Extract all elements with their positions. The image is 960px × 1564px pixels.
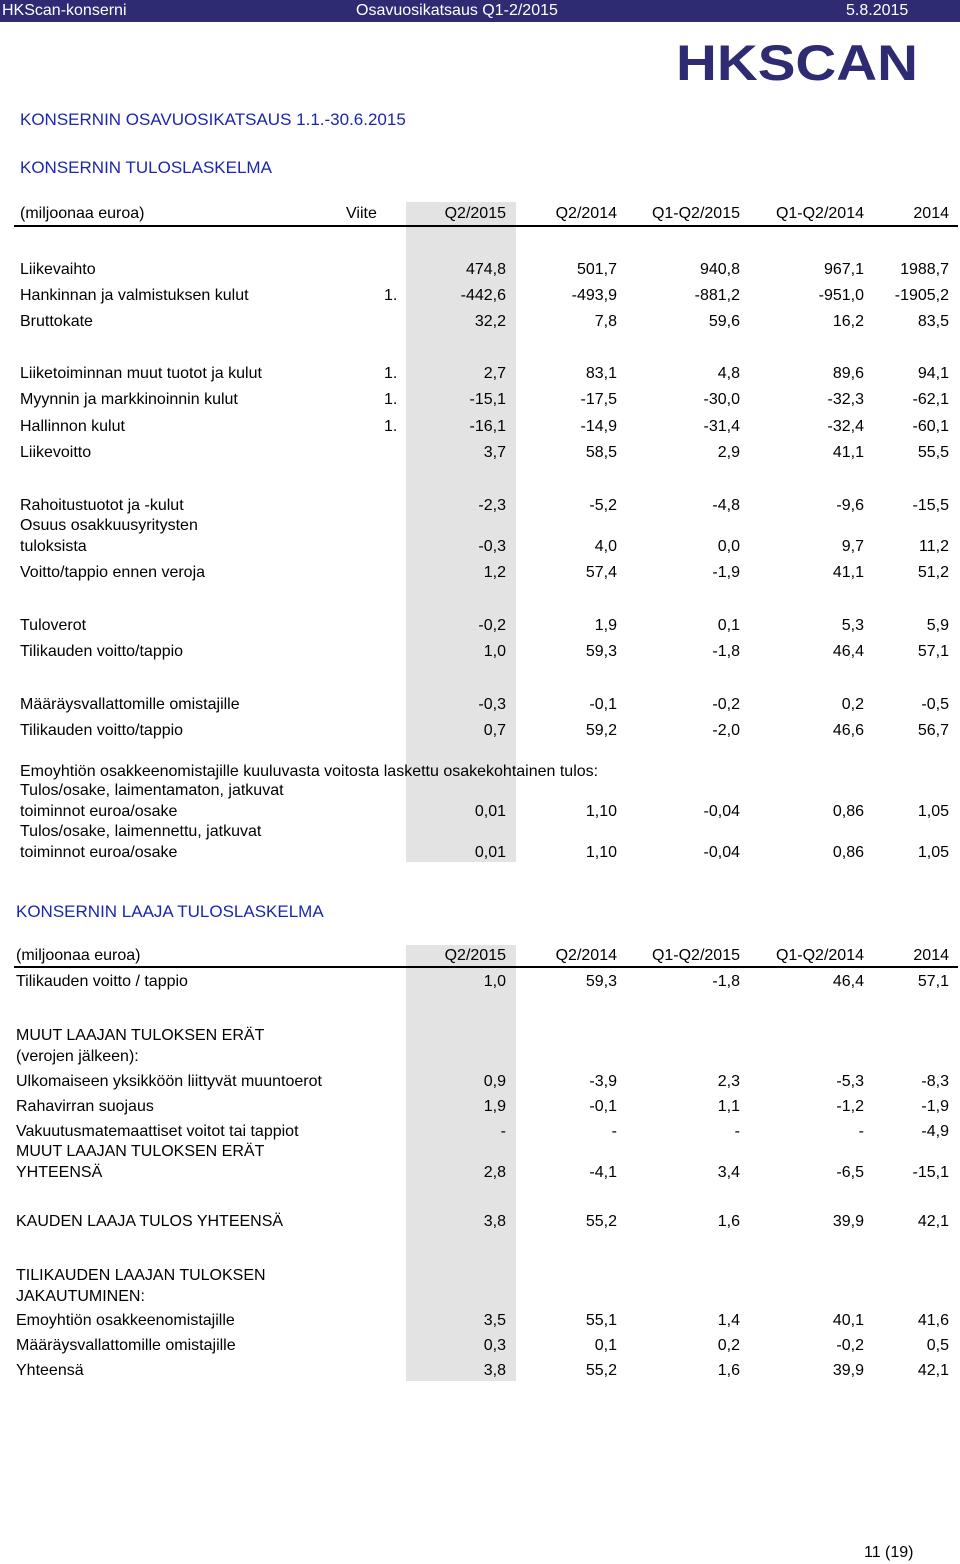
header-date: 5.8.2015 bbox=[846, 2, 909, 19]
comp-row-label: KAUDEN LAAJA TULOS YHTEENSÄ bbox=[16, 1213, 284, 1230]
col-header-0: Q2/2015 bbox=[444, 205, 506, 222]
income-row-10-value-3: 5,3 bbox=[841, 617, 864, 634]
income-row-10-value-4: 5,9 bbox=[926, 617, 949, 634]
col-header-label: (miljoonaa euroa) bbox=[20, 205, 145, 222]
income-row-6-value-2: 2,9 bbox=[717, 444, 740, 461]
row-label: Liiketoiminnan muut tuotot ja kulut bbox=[20, 365, 262, 382]
income-row-0-value-4: 1988,7 bbox=[900, 261, 949, 278]
comp-row-2-value-3: -5,3 bbox=[836, 1073, 864, 1090]
income-row-5-value-3: -32,4 bbox=[827, 418, 864, 435]
eps-label-cont: toiminnot euroa/osake bbox=[20, 803, 178, 820]
income-row-13-value-3: 46,6 bbox=[832, 722, 864, 739]
header-title: Osavuosikatsaus Q1-2/2015 bbox=[356, 2, 558, 19]
income-row-1-value-3: -951,0 bbox=[818, 287, 864, 304]
comp-row-5-value-2: 3,4 bbox=[717, 1164, 740, 1181]
comp-row-8-value-3: 40,1 bbox=[832, 1312, 864, 1329]
income-row-5-value-4: -60,1 bbox=[912, 418, 949, 435]
income-row-6-value-1: 58,5 bbox=[585, 444, 617, 461]
comp-row-label: Ulkomaiseen yksikköön liittyvät muuntoerot bbox=[16, 1073, 322, 1090]
income-row-12-value-1: -0,1 bbox=[589, 696, 617, 713]
comp-row-label: Tilikauden voitto / tappio bbox=[16, 973, 188, 990]
eps-row-0-value-4: 1,05 bbox=[917, 803, 949, 820]
comp-row-3-value-3: -1,2 bbox=[836, 1098, 864, 1115]
income-row-1-value-2: -881,2 bbox=[694, 287, 740, 304]
comp-row-8-value-2: 1,4 bbox=[717, 1312, 740, 1329]
income-row-10-value-2: 0,1 bbox=[717, 617, 740, 634]
income-row-11-value-2: -1,8 bbox=[712, 643, 740, 660]
income-row-7-value-1: -5,2 bbox=[589, 497, 617, 514]
eps-row-0-value-1: 1,10 bbox=[585, 803, 617, 820]
income-row-0-value-1: 501,7 bbox=[576, 261, 617, 278]
comp-row-label: Yhteensä bbox=[16, 1362, 84, 1379]
income-row-2-value-0: 32,2 bbox=[474, 313, 506, 330]
income-row-10-value-1: 1,9 bbox=[594, 617, 617, 634]
row-label: Tuloverot bbox=[20, 617, 87, 634]
row-label: Tilikauden voitto/tappio bbox=[20, 643, 184, 660]
row-label: Liikevoitto bbox=[20, 444, 92, 461]
income-row-9-value-0: 1,2 bbox=[483, 564, 506, 581]
eps-label-cont: toiminnot euroa/osake bbox=[20, 844, 178, 861]
comp-row-10-value-2: 1,6 bbox=[717, 1362, 740, 1379]
income-row-1-value-4: -1905,2 bbox=[894, 287, 949, 304]
income-row-3-value-0: 2,7 bbox=[483, 365, 506, 382]
comp-row-6-value-3: 39,9 bbox=[832, 1213, 864, 1230]
row-note: 1. bbox=[384, 391, 398, 408]
row-label: Hankinnan ja valmistuksen kulut bbox=[20, 287, 249, 304]
comp-row-3-value-0: 1,9 bbox=[483, 1098, 506, 1115]
income-row-4-value-3: -32,3 bbox=[827, 391, 864, 408]
comp-row-10-value-0: 3,8 bbox=[483, 1362, 506, 1379]
comp-row-2-value-4: -8,3 bbox=[921, 1073, 949, 1090]
col-header-1: Q2/2014 bbox=[555, 205, 617, 222]
income-row-7-value-2: -4,8 bbox=[712, 497, 740, 514]
row-note: 1. bbox=[384, 287, 398, 304]
income-row-12-value-3: 0,2 bbox=[841, 696, 864, 713]
comp-row-label: Vakuutusmatemaattiset voitot tai tappiot bbox=[16, 1123, 299, 1140]
comp-row-2-value-2: 2,3 bbox=[717, 1073, 740, 1090]
col-header-3: Q1-Q2/2014 bbox=[775, 205, 864, 222]
col-header-note: Viite bbox=[346, 205, 377, 222]
comp-row-4-value-4: -4,9 bbox=[921, 1123, 949, 1140]
comp-col-header-3: Q1-Q2/2014 bbox=[775, 947, 864, 964]
comp-row-label-cont: (verojen jälkeen): bbox=[16, 1048, 139, 1065]
comp-header-label: (miljoonaa euroa) bbox=[16, 947, 141, 964]
income-row-8-value-4: 11,2 bbox=[919, 538, 949, 555]
income-row-13-value-4: 56,7 bbox=[917, 722, 949, 739]
row-label: Määräysvallattomille omistajille bbox=[20, 696, 240, 713]
comp-row-0-value-0: 1,0 bbox=[483, 973, 506, 990]
comp-row-6-value-0: 3,8 bbox=[483, 1213, 506, 1230]
comp-row-label-cont: JAKAUTUMINEN: bbox=[16, 1288, 145, 1305]
header-rule-1 bbox=[14, 225, 958, 227]
comp-row-8-value-1: 55,1 bbox=[585, 1312, 617, 1329]
comp-row-3-value-4: -1,9 bbox=[921, 1098, 949, 1115]
comp-row-0-value-2: -1,8 bbox=[712, 973, 740, 990]
col-header-2: Q1-Q2/2015 bbox=[651, 205, 740, 222]
income-row-13-value-0: 0,7 bbox=[483, 722, 506, 739]
comp-col-header-0: Q2/2015 bbox=[444, 947, 506, 964]
income-row-13-value-1: 59,2 bbox=[585, 722, 617, 739]
eps-label: Tulos/osake, laimennettu, jatkuvat bbox=[20, 823, 262, 840]
row-label: Rahoitustuotot ja -kulut bbox=[20, 497, 184, 514]
row-label: Liikevaihto bbox=[20, 261, 96, 278]
income-row-6-value-0: 3,7 bbox=[483, 444, 506, 461]
income-row-2-value-4: 83,5 bbox=[917, 313, 949, 330]
income-row-5-value-1: -14,9 bbox=[580, 418, 617, 435]
comp-row-3-value-1: -0,1 bbox=[589, 1098, 617, 1115]
comp-row-5-value-1: -4,1 bbox=[589, 1164, 617, 1181]
eps-row-0-value-2: -0,04 bbox=[703, 803, 740, 820]
income-row-8-value-0: -0,3 bbox=[478, 538, 506, 555]
header-company: HKScan-konserni bbox=[2, 2, 127, 19]
income-row-0-value-2: 940,8 bbox=[699, 261, 740, 278]
income-row-7-value-0: -2,3 bbox=[478, 497, 506, 514]
comp-col-header-2: Q1-Q2/2015 bbox=[651, 947, 740, 964]
comp-row-8-value-4: 41,6 bbox=[917, 1312, 949, 1329]
eps-row-1-value-2: -0,04 bbox=[703, 844, 740, 861]
comp-row-9-value-1: 0,1 bbox=[594, 1337, 617, 1354]
comp-row-10-value-4: 42,1 bbox=[917, 1362, 949, 1379]
comp-row-5-value-4: -15,1 bbox=[912, 1164, 949, 1181]
income-row-4-value-0: -15,1 bbox=[469, 391, 506, 408]
comp-row-label: MUUT LAAJAN TULOKSEN ERÄT bbox=[16, 1027, 265, 1044]
row-label: Tilikauden voitto/tappio bbox=[20, 722, 184, 739]
income-row-4-value-4: -62,1 bbox=[912, 391, 949, 408]
income-row-4-value-2: -30,0 bbox=[703, 391, 740, 408]
income-row-8-value-3: 9,7 bbox=[841, 538, 864, 555]
comp-row-label: TILIKAUDEN LAAJAN TULOKSEN bbox=[16, 1267, 266, 1284]
row-note: 1. bbox=[384, 418, 398, 435]
comp-col-header-4: 2014 bbox=[913, 947, 949, 964]
income-row-9-value-3: 41,1 bbox=[832, 564, 864, 581]
income-row-5-value-0: -16,1 bbox=[469, 418, 506, 435]
income-row-2-value-1: 7,8 bbox=[594, 313, 617, 330]
comp-row-4-value-3: - bbox=[858, 1123, 864, 1140]
comp-col-header-1: Q2/2014 bbox=[555, 947, 617, 964]
income-row-11-value-0: 1,0 bbox=[483, 643, 506, 660]
comp-row-5-value-0: 2,8 bbox=[483, 1164, 506, 1181]
eps-row-0-value-0: 0,01 bbox=[474, 803, 506, 820]
income-row-6-value-4: 55,5 bbox=[917, 444, 949, 461]
row-note: 1. bbox=[384, 365, 398, 382]
income-statement-title: KONSERNIN TULOSLASKELMA bbox=[20, 158, 272, 177]
comp-row-9-value-4: 0,5 bbox=[926, 1337, 949, 1354]
row-label: Hallinnon kulut bbox=[20, 418, 125, 435]
header-rule-2 bbox=[14, 966, 958, 968]
logo-text: HKSCAN bbox=[676, 40, 918, 86]
income-row-3-value-2: 4,8 bbox=[717, 365, 740, 382]
comp-row-0-value-3: 46,4 bbox=[832, 973, 864, 990]
comp-row-3-value-2: 1,1 bbox=[717, 1098, 740, 1115]
comp-row-9-value-3: -0,2 bbox=[836, 1337, 864, 1354]
row-label: Voitto/tappio ennen veroja bbox=[20, 564, 206, 581]
income-row-7-value-3: -9,6 bbox=[836, 497, 864, 514]
row-label: Osuus osakkuusyritysten bbox=[20, 517, 198, 534]
comp-row-9-value-2: 0,2 bbox=[717, 1337, 740, 1354]
income-row-0-value-0: 474,8 bbox=[465, 261, 506, 278]
income-row-12-value-2: -0,2 bbox=[712, 696, 740, 713]
eps-row-0-value-3: 0,86 bbox=[832, 803, 864, 820]
eps-heading: Emoyhtiön osakkeenomistajille kuuluvasta voitosta laskettu osakekohtainen tulos: bbox=[20, 763, 599, 780]
income-row-2-value-3: 16,2 bbox=[832, 313, 864, 330]
income-row-13-value-2: -2,0 bbox=[712, 722, 740, 739]
comp-row-5-value-3: -6,5 bbox=[836, 1164, 864, 1181]
income-row-6-value-3: 41,1 bbox=[832, 444, 864, 461]
income-row-3-value-3: 89,6 bbox=[832, 365, 864, 382]
comp-row-10-value-1: 55,2 bbox=[585, 1362, 617, 1379]
comp-row-0-value-4: 57,1 bbox=[917, 973, 949, 990]
income-row-12-value-4: -0,5 bbox=[921, 696, 949, 713]
comp-row-8-value-0: 3,5 bbox=[483, 1312, 506, 1329]
eps-row-1-value-4: 1,05 bbox=[917, 844, 949, 861]
income-row-11-value-3: 46,4 bbox=[832, 643, 864, 660]
income-row-7-value-4: -15,5 bbox=[912, 497, 949, 514]
income-row-8-value-1: 4,0 bbox=[594, 538, 617, 555]
comprehensive-title: KONSERNIN LAAJA TULOSLASKELMA bbox=[16, 902, 324, 921]
comp-row-label: Emoyhtiön osakkeenomistajille bbox=[16, 1312, 235, 1329]
income-row-9-value-2: -1,9 bbox=[712, 564, 740, 581]
income-row-1-value-1: -493,9 bbox=[571, 287, 617, 304]
comp-row-6-value-4: 42,1 bbox=[917, 1213, 949, 1230]
comp-row-0-value-1: 59,3 bbox=[585, 973, 617, 990]
income-row-2-value-2: 59,6 bbox=[708, 313, 740, 330]
comp-row-6-value-2: 1,6 bbox=[717, 1213, 740, 1230]
eps-row-1-value-0: 0,01 bbox=[474, 844, 506, 861]
comp-row-4-value-2: - bbox=[734, 1123, 740, 1140]
page-number: 11 (19) bbox=[864, 1544, 914, 1561]
comp-row-2-value-1: -3,9 bbox=[589, 1073, 617, 1090]
comp-row-label: Rahavirran suojaus bbox=[16, 1098, 154, 1115]
eps-row-1-value-1: 1,10 bbox=[585, 844, 617, 861]
row-label-cont: tuloksista bbox=[20, 538, 87, 555]
income-row-3-value-1: 83,1 bbox=[585, 365, 617, 382]
comp-row-2-value-0: 0,9 bbox=[483, 1073, 506, 1090]
income-row-9-value-4: 51,2 bbox=[917, 564, 949, 581]
comp-row-label-cont: YHTEENSÄ bbox=[16, 1164, 103, 1181]
header-bar bbox=[0, 0, 960, 22]
income-row-5-value-2: -31,4 bbox=[703, 418, 740, 435]
main-title: KONSERNIN OSAVUOSIKATSAUS 1.1.-30.6.2015 bbox=[20, 110, 406, 129]
income-row-11-value-1: 59,3 bbox=[585, 643, 617, 660]
hkscan-logo bbox=[676, 40, 920, 86]
row-label: Myynnin ja markkinoinnin kulut bbox=[20, 391, 238, 408]
comp-row-4-value-1: - bbox=[611, 1123, 617, 1140]
income-row-1-value-0: -442,6 bbox=[460, 287, 506, 304]
comp-row-6-value-1: 55,2 bbox=[585, 1213, 617, 1230]
income-row-11-value-4: 57,1 bbox=[917, 643, 949, 660]
col-header-4: 2014 bbox=[913, 205, 949, 222]
income-row-4-value-1: -17,5 bbox=[580, 391, 617, 408]
income-row-12-value-0: -0,3 bbox=[478, 696, 506, 713]
income-row-9-value-1: 57,4 bbox=[585, 564, 617, 581]
income-row-10-value-0: -0,2 bbox=[478, 617, 506, 634]
comp-row-4-value-0: - bbox=[500, 1123, 506, 1140]
eps-label: Tulos/osake, laimentamaton, jatkuvat bbox=[20, 782, 284, 799]
comp-row-label: Määräysvallattomille omistajille bbox=[16, 1337, 236, 1354]
comp-row-9-value-0: 0,3 bbox=[483, 1337, 506, 1354]
income-row-0-value-3: 967,1 bbox=[823, 261, 864, 278]
eps-row-1-value-3: 0,86 bbox=[832, 844, 864, 861]
comp-row-10-value-3: 39,9 bbox=[832, 1362, 864, 1379]
income-row-3-value-4: 94,1 bbox=[917, 365, 949, 382]
income-row-8-value-2: 0,0 bbox=[717, 538, 740, 555]
comp-row-label: MUUT LAAJAN TULOKSEN ERÄT bbox=[16, 1143, 265, 1160]
row-label: Bruttokate bbox=[20, 313, 93, 330]
